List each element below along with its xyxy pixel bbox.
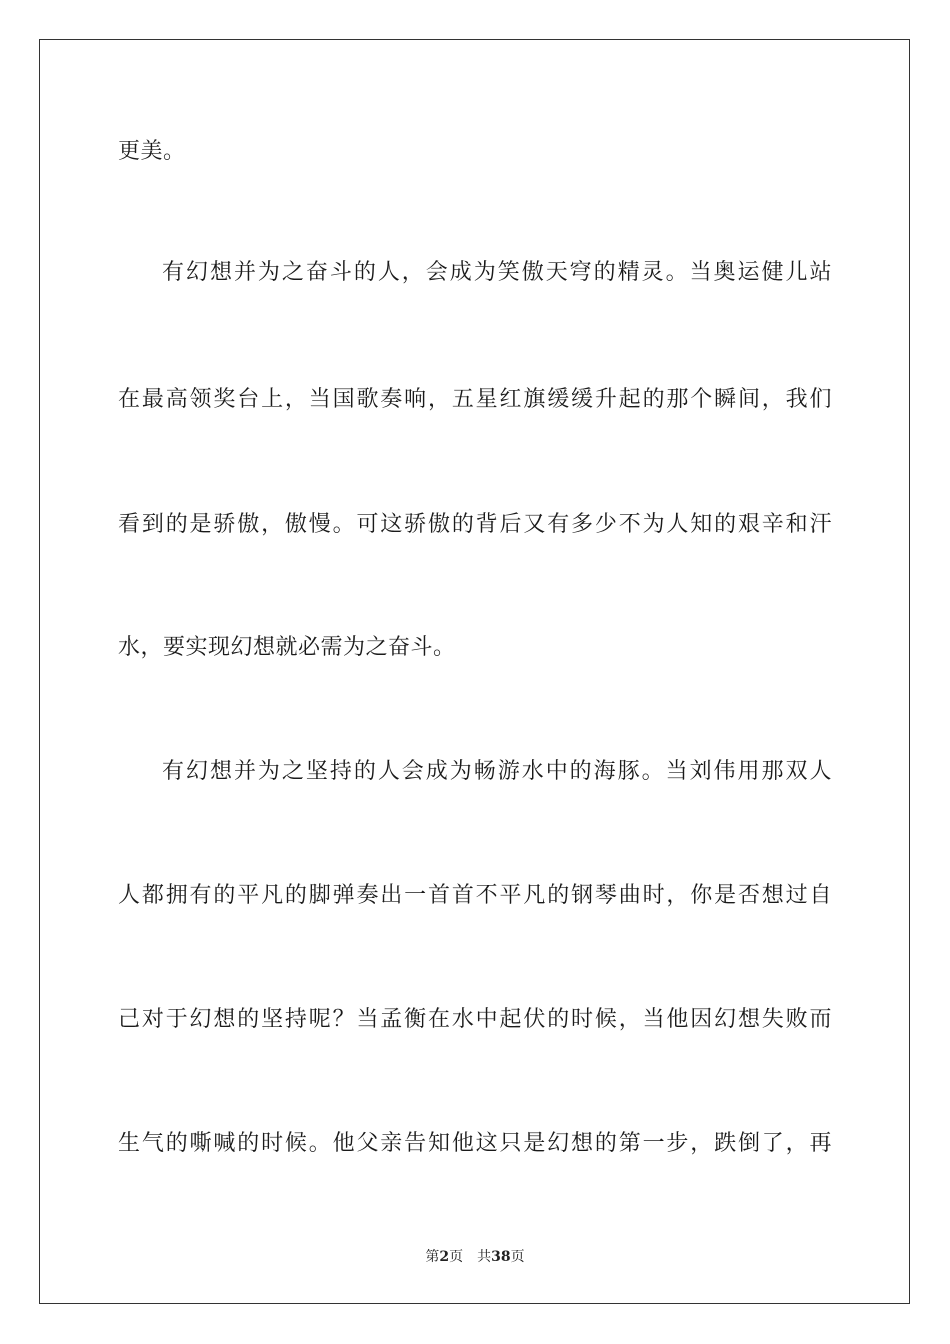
paragraph-3-line-1: 有幻想并为之坚持的人会成为畅游水中的海豚。当刘伟用那双人 <box>162 759 832 784</box>
paragraph-3-line-3: 己对于幻想的坚持呢？当孟衡在水中起伏的时候，当他因幻想失败而 <box>118 1007 832 1032</box>
paragraph-2-line-2: 在最高领奖台上，当国歌奏响，五星红旗缓缓升起的那个瞬间，我们 <box>118 387 832 412</box>
page-suffix: 页 <box>449 1249 464 1265</box>
total-prefix: 共 <box>477 1249 492 1265</box>
total-suffix: 页 <box>510 1249 525 1265</box>
page-border <box>39 39 910 1304</box>
page-number: 2 <box>439 1249 450 1265</box>
paragraph-3-line-2: 人都拥有的平凡的脚弹奏出一首首不平凡的钢琴曲时，你是否想过自 <box>118 883 832 908</box>
paragraph-2-line-1: 有幻想并为之奋斗的人，会成为笑傲天穹的精灵。当奥运健儿站 <box>162 260 832 285</box>
total-pages: 38 <box>491 1249 511 1265</box>
paragraph-3-line-4: 生气的嘶喊的时候。他父亲告知他这只是幻想的第一步，跌倒了，再 <box>118 1131 832 1156</box>
text-line-1: 更美。 <box>118 139 186 164</box>
page-prefix: 第 <box>425 1249 440 1265</box>
page-footer <box>0 1248 950 1266</box>
paragraph-2-line-3: 看到的是骄傲，傲慢。可这骄傲的背后又有多少不为人知的艰辛和汗 <box>118 512 832 537</box>
paragraph-2-line-4: 水，要实现幻想就必需为之奋斗。 <box>118 635 456 660</box>
